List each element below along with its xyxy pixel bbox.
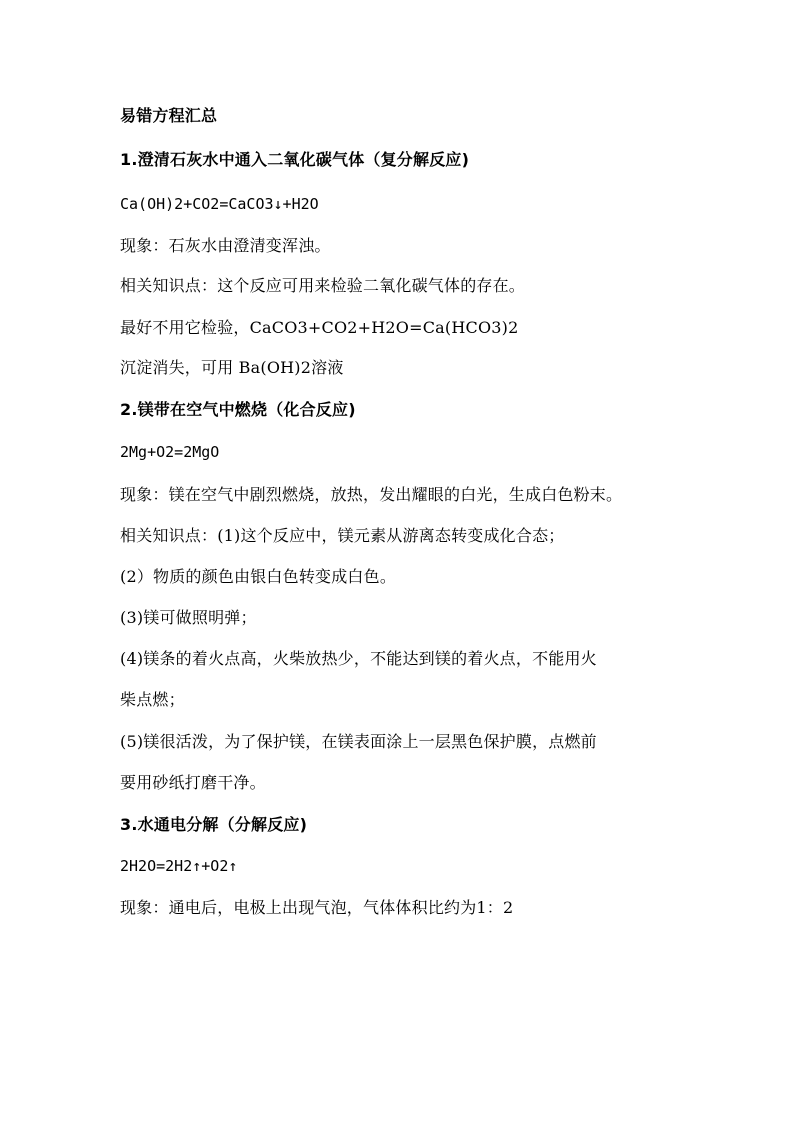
section-2-knowledge: 相关知识点：(1)这个反应中，镁元素从游离态转变成化合态； bbox=[120, 526, 565, 545]
section-1-phenomenon: 现象：石灰水由澄清变浑浊。 bbox=[120, 236, 331, 255]
section-1-equation: Ca(OH)2+CO2=CaCO3↓+H2O bbox=[120, 195, 319, 213]
section-2-point-4-line-1: (4)镁条的着火点高，火柴放热少，不能达到镁的着火点，不能用火 bbox=[120, 649, 597, 668]
section-2-point-5-line-2: 要用砂纸打磨干净。 bbox=[120, 773, 266, 792]
section-2-equation: 2Mg+O2=2MgO bbox=[120, 443, 220, 461]
section-1-knowledge: 相关知识点：这个反应可用来检验二氧化碳气体的存在。 bbox=[120, 276, 526, 295]
section-2-point-2: (2）物质的颜色由银白色转变成白色。 bbox=[120, 567, 397, 586]
section-2-point-3: (3)镁可做照明弹； bbox=[120, 608, 257, 627]
section-2-point-4-line-2: 柴点燃； bbox=[120, 690, 185, 709]
section-3-heading: 3.水通电分解（分解反应) bbox=[120, 815, 308, 834]
section-2-point-5-line-1: (5)镁很活泼，为了保护镁，在镁表面涂上一层黑色保护膜，点燃前 bbox=[120, 732, 597, 751]
section-1-note-1: 最好不用它检验，CaCO3+CO2+H2O=Ca(HCO3)2 bbox=[120, 318, 519, 337]
section-3-phenomenon: 现象：通电后，电极上出现气泡，气体体积比约为1：2 bbox=[120, 898, 514, 917]
section-2-phenomenon: 现象：镁在空气中剧烈燃烧，放热，发出耀眼的白光，生成白色粉末。 bbox=[120, 485, 623, 504]
document-title: 易错方程汇总 bbox=[120, 106, 218, 125]
section-2-heading: 2.镁带在空气中燃烧（化合反应) bbox=[120, 400, 356, 419]
section-3-equation: 2H2O=2H2↑+O2↑ bbox=[120, 857, 238, 875]
section-1-heading: 1.澄清石灰水中通入二氧化碳气体（复分解反应) bbox=[120, 150, 470, 169]
section-1-note-2: 沉淀消失，可用 Ba(OH)2溶液 bbox=[120, 358, 344, 377]
